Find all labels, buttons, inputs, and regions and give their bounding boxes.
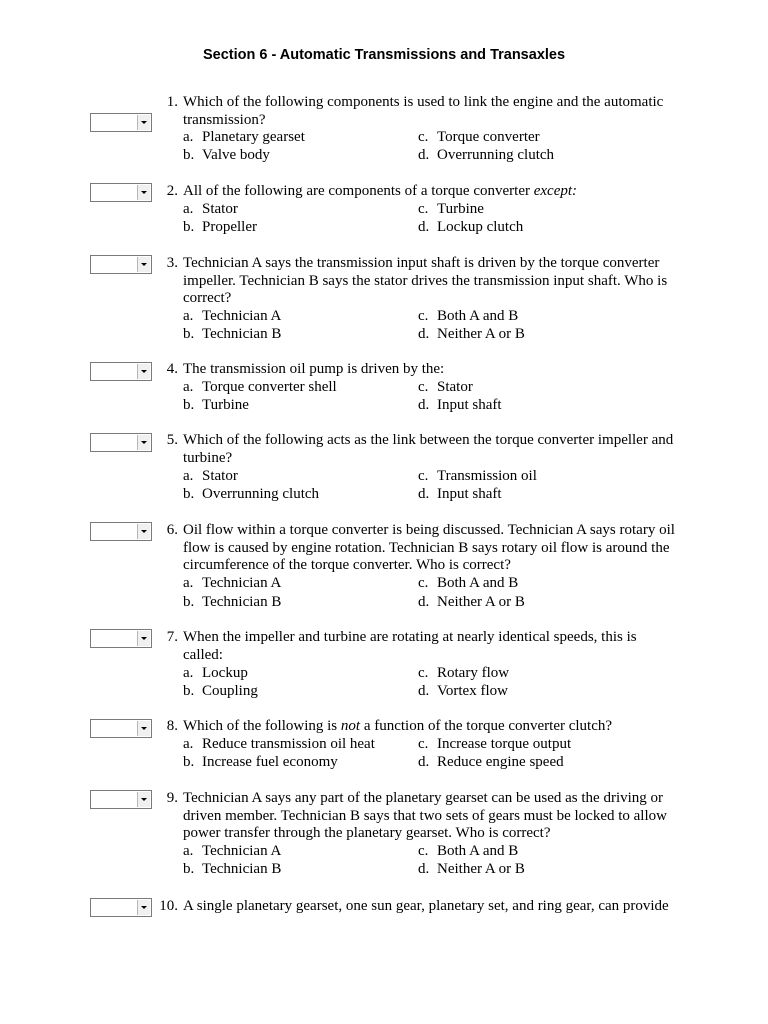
option-d: d. Lockup clutch (418, 219, 524, 235)
question-number: 7. (166, 629, 178, 645)
option-c: c. Torque converter (418, 129, 540, 145)
chevron-down-icon[interactable] (137, 115, 150, 130)
option-c: c. Both A and B (418, 575, 519, 591)
option-d: d. Input shaft (418, 397, 502, 413)
question-text: Technician A says the transmission input shaft is driven by the torque converter impeller. Technician B says the stator drives the transmission input shaft. Who is correct? (183, 255, 668, 307)
question-text: A single planetary gearset, one sun gear, planetary set, and ring gear, can provide (183, 898, 669, 914)
question-number: 8. (166, 718, 178, 734)
option-c: c. Both A and B (418, 308, 519, 324)
option-a: a. Stator (183, 201, 238, 217)
option-b: b. Valve body (183, 147, 270, 163)
option-c: c. Stator (418, 379, 473, 395)
option-b: b. Propeller (183, 219, 257, 235)
question-number: 2. (166, 183, 178, 199)
question-text: Which of the following is not a function of the torque converter clutch? (183, 718, 613, 734)
question-number: 10. (159, 898, 178, 914)
option-b: b. Increase fuel economy (183, 754, 338, 770)
option-a: a. Technician A (183, 308, 282, 324)
option-b: b. Coupling (183, 683, 258, 699)
option-c: c. Transmission oil (418, 468, 537, 484)
option-d: d. Neither A or B (418, 861, 525, 877)
option-d: d. Vortex flow (418, 683, 508, 699)
option-a: a. Lockup (183, 665, 248, 681)
question-text: All of the following are components of a torque converter except: (183, 183, 578, 199)
question-number: 4. (166, 361, 178, 377)
option-b: b. Turbine (183, 397, 249, 413)
option-c: c. Increase torque output (418, 736, 572, 752)
option-b: b. Technician B (183, 594, 282, 610)
option-c: c. Rotary flow (418, 665, 510, 681)
option-b: b. Technician B (183, 861, 282, 877)
page-title: Section 6 - Automatic Transmissions and Transaxles (202, 47, 566, 63)
option-c: c. Turbine (418, 201, 484, 217)
option-d: d. Overrunning clutch (418, 147, 555, 163)
option-d: d. Input shaft (418, 486, 502, 502)
option-a: a. Reduce transmission oil heat (183, 736, 375, 752)
question-number: 6. (166, 522, 178, 538)
question-text: Technician A says any part of the planetary gearset can be used as the driving or driven member. Technician B says that two sets of gears must be locked to allow power transfer through the planetary gearset. Who is correct? (183, 790, 667, 842)
option-a: a. Technician A (183, 843, 282, 859)
question-text: Which of the following acts as the link between the torque converter impeller and turbine? (183, 432, 674, 466)
question-text: When the impeller and turbine are rotating at nearly identical speeds, this is called: (183, 629, 637, 663)
question-text: The transmission oil pump is driven by the: (183, 361, 445, 377)
option-d: d. Neither A or B (418, 594, 525, 610)
option-a: a. Stator (183, 468, 238, 484)
question-text: Oil flow within a torque converter is being discussed. Technician A says rotary oil flow is caused by engine rotation. Technician B says rotary oil flow is around the circumference of the torque converter. Who is correct? (183, 522, 675, 574)
question-number: 5. (166, 432, 178, 448)
question-text: Which of the following components is used to link the engine and the automatic transmission? (183, 94, 664, 128)
option-c: c. Both A and B (418, 843, 519, 859)
option-b: b. Overrunning clutch (183, 486, 320, 502)
option-b: b. Technician B (183, 326, 282, 342)
question-number: 3. (166, 255, 178, 271)
question-number: 1. (166, 94, 178, 110)
answer-dropdown[interactable] (90, 113, 152, 132)
option-a: a. Torque converter shell (183, 379, 337, 395)
option-d: d. Reduce engine speed (418, 754, 564, 770)
option-a: a. Planetary gearset (183, 129, 305, 145)
option-d: d. Neither A or B (418, 326, 525, 342)
question-number: 9. (166, 790, 178, 806)
option-a: a. Technician A (183, 575, 282, 591)
